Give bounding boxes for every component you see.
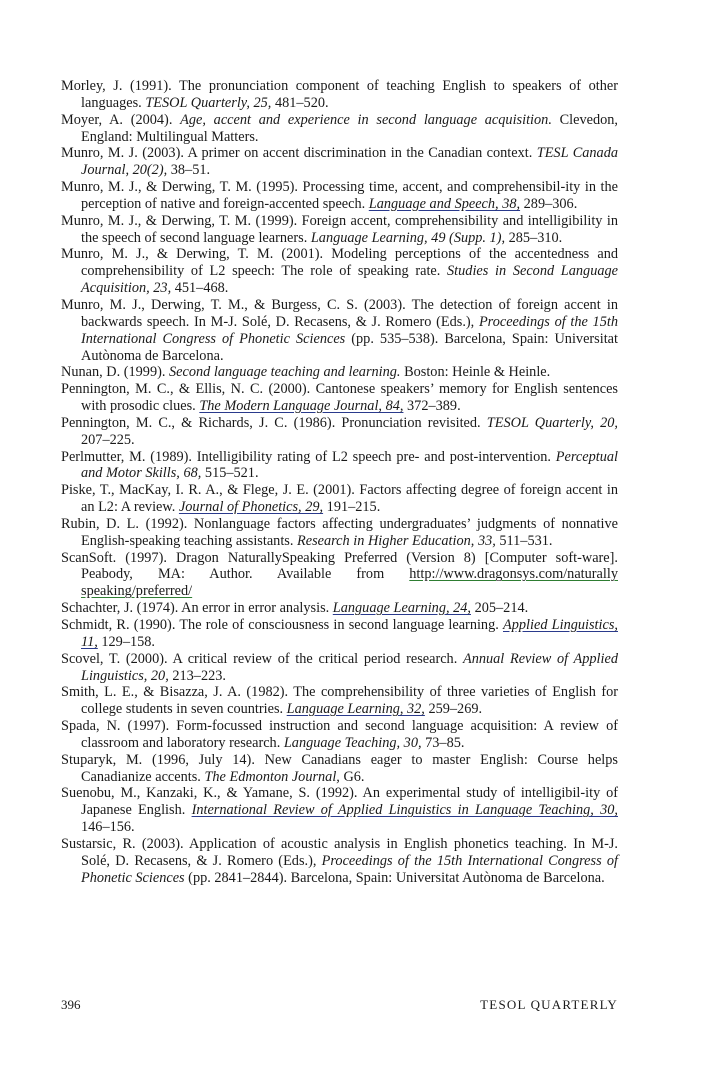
reference-source: Language Learning, 49 (Supp. 1), xyxy=(310,229,506,246)
reference-pages: 451–468. xyxy=(171,280,229,297)
reference-source-link[interactable]: International Review of Applied Linguistics in Language Teaching, 30, xyxy=(191,802,618,819)
reference-entry xyxy=(61,752,618,786)
reference-pages: 207–225. xyxy=(81,431,135,448)
reference-source: Studies in Second Language Acquisition, 23, xyxy=(81,263,618,297)
reference-text: Nunan, D. (1999). xyxy=(61,364,170,381)
reference-entry xyxy=(61,718,618,752)
reference-text: Schmidt, R. (1990). The role of consciousness in second language learning. xyxy=(61,617,503,633)
reference-entry xyxy=(61,785,618,836)
reference-entry xyxy=(61,684,618,718)
reference-pages: 38–51. xyxy=(167,162,211,179)
reference-pages: 289–306. xyxy=(520,195,578,212)
reference-pages: 191–215. xyxy=(323,499,381,516)
reference-url-link[interactable]: http://www.dragonsys.com/naturally speaking/preferred/ xyxy=(81,566,618,600)
reference-pages: 129–158. xyxy=(97,633,155,650)
reference-source: Language Teaching, 30, xyxy=(283,734,422,751)
reference-text: Munro, M. J., & Derwing, T. M. (1995). Processing time, accent, and comprehensibil-ity in the perception of native and foreign-accented speech. xyxy=(61,179,618,212)
reference-source-link[interactable]: The Modern Language Journal, 84, xyxy=(199,398,404,415)
reference-entry xyxy=(61,550,618,601)
reference-list xyxy=(61,78,618,887)
reference-source: TESOL Quarterly, 25, xyxy=(145,94,272,111)
reference-entry xyxy=(61,449,618,483)
reference-pages: 511–531. xyxy=(495,532,553,549)
reference-source-link[interactable]: Applied Linguistics, 11, xyxy=(81,617,618,650)
reference-entry xyxy=(61,145,618,179)
reference-pages: 73–85. xyxy=(421,734,465,751)
reference-entry xyxy=(61,482,618,516)
reference-entry xyxy=(61,78,618,112)
reference-source: The Edmonton Journal, xyxy=(204,768,340,785)
reference-text: Spada, N. (1997). Form-focussed instruction and second language acquisition: A review of classroom and laboratory research. xyxy=(61,718,618,751)
reference-text: Morley, J. (1991). The pronunciation component of teaching English to speakers of other languages. xyxy=(61,78,618,111)
reference-text: Sustarsic, R. (2003). Application of acoustic analysis in English phonetics teaching. In M-J. Solé, D. Recasens, & J. Romero (Eds.), xyxy=(61,835,618,869)
reference-entry xyxy=(61,600,618,617)
reference-entry xyxy=(61,213,618,247)
reference-source-link[interactable]: Language Learning, 32, xyxy=(286,701,425,718)
reference-source-link[interactable]: Language and Speech, 38, xyxy=(368,195,521,212)
reference-source: Annual Review of Applied Linguistics, 20, xyxy=(81,650,618,684)
reference-text: ScanSoft. (1997). Dragon NaturallySpeaking Preferred (Version 8) [Computer soft-ware]. Peabody, MA: Author. Available from xyxy=(61,549,618,583)
reference-entry xyxy=(61,836,618,887)
reference-entry xyxy=(61,415,618,449)
reference-entry xyxy=(61,112,618,146)
reference-entry xyxy=(61,617,618,651)
reference-text: Perlmutter, M. (1989). Intelligibility rating of L2 speech pre- and post-intervention. xyxy=(61,448,556,465)
reference-source: Research in Higher Education, 33, xyxy=(297,532,496,549)
reference-entry xyxy=(61,381,618,415)
reference-source-link[interactable]: Journal of Phonetics, 29, xyxy=(178,499,324,516)
reference-entry xyxy=(61,516,618,550)
reference-entry xyxy=(61,297,618,364)
reference-source: Second language teaching and learning. xyxy=(169,364,401,381)
reference-text: Rubin, D. L. (1992). Nonlanguage factors affecting undergraduates’ judgments of nonnative English-speaking teaching assistants. xyxy=(61,515,618,549)
reference-source: Proceedings of the 15th International Congress of Phonetic Sciences xyxy=(81,313,618,347)
reference-pages: G6. xyxy=(339,768,365,785)
reference-pages: 372–389. xyxy=(403,398,461,415)
reference-pages: 213–223. xyxy=(168,667,226,684)
reference-source: Age, accent and experience in second language acquisition. xyxy=(180,111,552,128)
reference-pages: 285–310. xyxy=(505,229,563,246)
reference-text: Munro, M. J., Derwing, T. M., & Burgess, C. S. (2003). The detection of foreign accent in backwards speech. In M-J. Solé, D. Recasens, & J. Romero (Eds.), xyxy=(61,296,618,330)
reference-source: Perceptual and Motor Skills, 68, xyxy=(81,448,618,482)
reference-pages: Clevedon, England: Multilingual Matters. xyxy=(81,111,619,145)
reference-source-link[interactable]: Language Learning, 24, xyxy=(332,600,471,617)
reference-text: Pennington, M. C., & Richards, J. C. (1986). Pronunciation revisited. xyxy=(61,414,487,431)
reference-text: Munro, M. J. (2003). A primer on accent discrimination in the Canadian context. xyxy=(61,145,537,162)
reference-text: Munro, M. J., & Derwing, T. M. (2001). Modeling perceptions of the accentedness and comprehensibility of L2 speech: The role of speaking rate. xyxy=(61,246,618,280)
reference-text: Stuparyk, M. (1996, July 14). New Canadians eager to master English: Course helps Canadianize accents. xyxy=(61,751,618,785)
reference-text: Smith, L. E., & Bisazza, J. A. (1982). The comprehensibility of three varieties of English for college students in seven countries. xyxy=(61,684,618,718)
page-footer xyxy=(61,997,618,1015)
reference-text: Pennington, M. C., & Ellis, N. C. (2000). Cantonese speakers’ memory for English sentences with prosodic clues. xyxy=(61,381,618,415)
reference-pages: (pp. 535–538). Barcelona, Spain: Universitat Autònoma de Barcelona. xyxy=(81,330,618,364)
reference-entry xyxy=(61,364,618,381)
reference-pages: 259–269. xyxy=(424,701,483,718)
reference-source: TESL Canada Journal, 20(2), xyxy=(81,145,618,179)
reference-text: Munro, M. J., & Derwing, T. M. (1999). Foreign accent, comprehensibility and intelligibility in the speech of second language learners. xyxy=(61,212,618,246)
reference-pages: Boston: Heinle & Heinle. xyxy=(400,364,551,381)
reference-pages: 515–521. xyxy=(201,465,259,482)
reference-source: Proceedings of the 15th International Congress of Phonetic Sciences xyxy=(81,852,618,886)
reference-pages: 205–214. xyxy=(471,600,529,617)
reference-pages: 481–520. xyxy=(271,94,329,111)
page-number: 396 xyxy=(61,997,81,1012)
journal-running-title: TESOL QUARTERLY xyxy=(480,997,618,1012)
reference-source: TESOL Quarterly, 20, xyxy=(486,414,618,431)
reference-entry xyxy=(61,179,618,213)
reference-entry xyxy=(61,651,618,685)
reference-text: Moyer, A. (2004). xyxy=(61,111,181,128)
reference-text: Piske, T., MacKay, I. R. A., & Flege, J. E. (2001). Factors affecting degree of foreign accent in an L2: A review. xyxy=(61,482,618,516)
reference-entry xyxy=(61,246,618,297)
reference-text: Schachter, J. (1974). An error in error analysis. xyxy=(61,600,333,617)
reference-pages: (pp. 2841–2844). Barcelona, Spain: Universitat Autònoma de Barcelona. xyxy=(184,869,605,886)
reference-text: Scovel, T. (2000). A critical review of the critical period research. xyxy=(61,650,463,667)
reference-pages: 146–156. xyxy=(81,819,135,836)
reference-text: Suenobu, M., Kanzaki, K., & Yamane, S. (1992). An experimental study of intelligibil-ity of Japanese English. xyxy=(61,785,618,819)
